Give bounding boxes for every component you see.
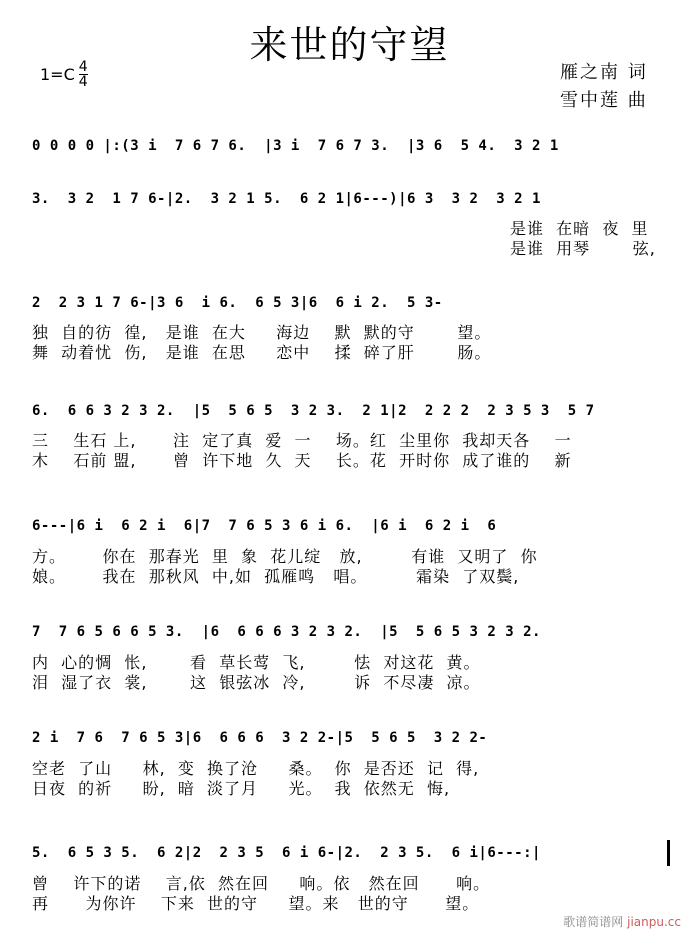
lyric-line-8b: 再 为你许 下来 世的守 望。来 世的守 望。 [32, 894, 480, 913]
lyric-line-4a: 三 生石 上, 注 定了真 爱 一 场。红 尘里你 我却天各 一 [32, 431, 572, 450]
key-signature [40, 60, 88, 89]
notation-line-7: 2 i 7 6 7 6 5 3|6 6 6 6 3 2 2-|5 5 6 5 3 2 2- [32, 730, 488, 746]
time-signature [79, 60, 88, 89]
lyricist-credit: 雁之南 词 [560, 62, 648, 83]
meter-top: 4 [78, 59, 88, 75]
lyric-line-2a: 是谁 在暗 夜 里 [510, 219, 649, 238]
final-repeat-barline [667, 840, 670, 866]
notation-line-4: 6. 6 6 3 2 3 2. |5 5 6 5 3 2 3. 2 1|2 2 2 2 2 3 5 3 5 7 [32, 403, 595, 419]
lyric-line-7b: 日夜 的祈 盼, 暗 淡了月 光。 我 依然无 悔, [32, 779, 451, 798]
lyric-line-4b: 木 石前 盟, 曾 许下地 久 天 长。花 开时你 成了谁的 新 [32, 451, 572, 470]
notation-line-3: 2 2 3 1 7 6-|3 6 i 6. 6 5 3|6 6 i 2. 5 3- [32, 295, 443, 311]
lyric-line-5b: 娘。 我在 那秋风 中,如 孤雁鸣 唱。 霜染 了双鬓, [32, 567, 520, 586]
watermark-site: 歌谱简谱网 [563, 915, 624, 929]
lyric-line-3a: 独 自的彷 徨, 是谁 在大 海边 默 默的守 望。 [32, 323, 492, 342]
meter-bottom: 4 [78, 74, 88, 90]
lyric-line-5a: 方。 你在 那春光 里 象 花儿绽 放, 有谁 又明了 你 [32, 547, 538, 566]
notation-line-2: 3. 3 2 1 7 6-|2. 3 2 1 5. 6 2 1|6---)|6 3 3 2 3 2 1 [32, 191, 541, 207]
lyric-line-3b: 舞 动着忧 伤, 是谁 在思 恋中 揉 碎了肝 肠。 [32, 343, 492, 362]
notation-line-6: 7 7 6 5 6 6 5 3. |6 6 6 6 3 2 3 2. |5 5 6 5 3 2 3 2. [32, 624, 541, 640]
watermark-url: jianpu.cc [627, 915, 681, 929]
lyric-line-6b: 泪 湿了衣 裳, 这 银弦冰 冷, 诉 不尽凄 凉。 [32, 673, 481, 692]
lyric-line-7a: 空老 了山 林, 变 换了沧 桑。 你 是否还 记 得, [32, 759, 480, 778]
watermark [563, 913, 681, 930]
lyric-line-6a: 内 心的惆 怅, 看 草长莺 飞, 怯 对这花 黄。 [32, 653, 481, 672]
composer-credit: 雪中莲 曲 [560, 90, 648, 111]
lyric-line-8a: 曾 许下的诺 言,依 然在回 响。依 然在回 响。 [32, 874, 491, 893]
notation-line-1: 0 0 0 0 |:(3 i 7 6 7 6. |3 i 7 6 7 3. |3 6 5 4. 3 2 1 [32, 138, 559, 154]
song-title: 来世的守望 [249, 23, 450, 67]
lyric-line-2b: 是谁 用琴 弦, [510, 239, 656, 258]
key-label: 1=C [40, 65, 75, 84]
notation-line-5: 6---|6 i 6 2 i 6|7 7 6 5 3 6 i 6. |6 i 6 2 i 6 [32, 518, 497, 534]
notation-line-8: 5. 6 5 3 5. 6 2|2 2 3 5 6 i 6-|2. 2 3 5. 6 i|6---:| [32, 845, 541, 861]
